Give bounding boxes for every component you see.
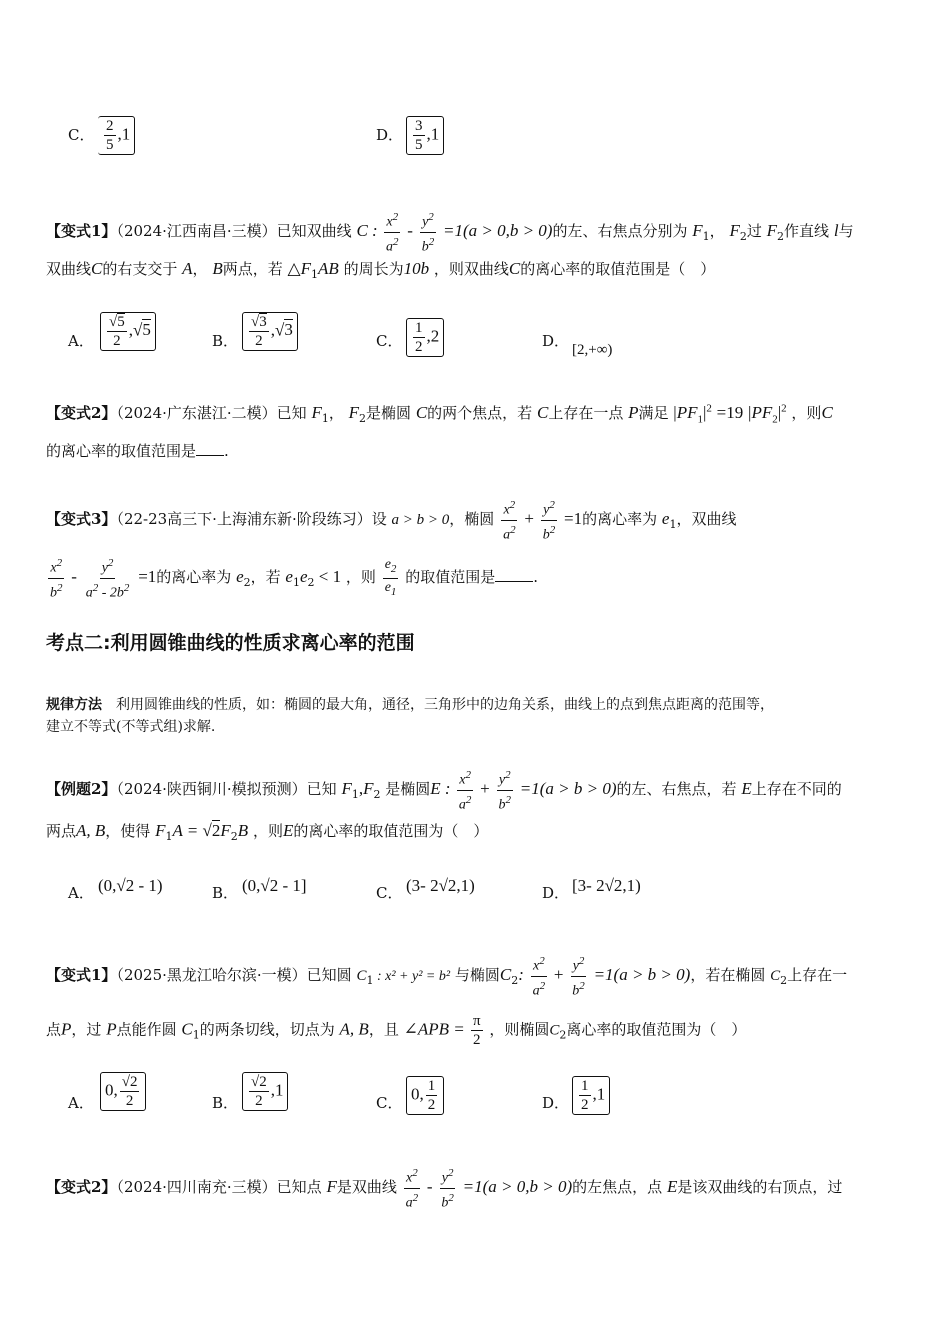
v1-option-d-label: D． xyxy=(542,332,570,350)
option-c-value: $\frac{2}{5}$ ,1 xyxy=(98,116,135,155)
v1-option-c-value: $\frac{1}{2}$ ,2 xyxy=(406,318,444,357)
option-d-label: D． xyxy=(376,126,404,144)
ex2-option-b-label: B． xyxy=(212,884,239,902)
answer-blank[interactable] xyxy=(495,567,533,582)
rule-line1: 规律方法 利用圆锥曲线的性质，如：椭圆的最大角，通径，三角形中的边角关系，曲线上的点到焦点距离的范围等， xyxy=(46,697,774,713)
variant4-line1: 【变式1】（2025·黑龙江哈尔滨·一模）已知圆 $C_1$ : x² + y² = b² 与椭圆$C_2$: $\frac{x^2}{a^2}$ + $\frac{y^2}{b^2}$ =1(a > b > 0)，若在椭圆 $C_2$上存在一 xyxy=(46,952,847,1000)
section-title: 考点二:利用圆锥曲线的性质求离心率的范围 xyxy=(46,632,415,654)
v1-option-c-label: C． xyxy=(376,332,403,350)
v1-option-b-label: B． xyxy=(212,332,239,350)
v4-option-d-label: D． xyxy=(542,1094,570,1112)
rule-line2: 建立不等式(不等式组)求解. xyxy=(46,719,216,735)
variant3-line1: 【变式3】（22-23高三下·上海浦东新·阶段练习）设 a > b > 0，椭圆 $\frac{x^2}{a^2}$ + $\frac{y^2}{b^2}$ =1的离心率为 $e_1$，双曲线 xyxy=(46,496,736,544)
example2-line2: 两点A, B，使得 $F_1A = √2F_2B$ ，则E的离心率的取值范围为（ ） xyxy=(46,821,489,843)
example2-line1: 【例题2】（2024·陕西铜川·模拟预测）已知 $F_1,F_2$ 是椭圆E : $\frac{x^2}{a^2}$ + $\frac{y^2}{b^2}$ =1(a > b > 0)的左、右焦点，若 E上存在不同的 xyxy=(46,766,842,814)
ex2-option-a-value: (0,√2 - 1) xyxy=(98,876,163,895)
v4-option-b-value: $\frac{√2}{2}$ ,1 xyxy=(242,1072,288,1111)
option-c-label: C． xyxy=(68,126,95,144)
answer-blank[interactable] xyxy=(196,441,224,456)
ex2-option-d-label: D． xyxy=(542,884,570,902)
variant3-line2: $\frac{x^2}{b^2}$ - $\frac{y^2}{a^2 - 2b^2}$ =1的离心率为 $e_2$，若 $e_1e_2 < 1$ ，则 $\frac{e_2}{e_1}$ 的取值范围是 . xyxy=(46,554,538,602)
ex2-option-a-label: A． xyxy=(68,884,94,902)
v1-option-a-label: A． xyxy=(68,332,94,350)
ex2-option-c-label: C． xyxy=(376,884,403,902)
variant2-line2: 的离心率的取值范围是 . xyxy=(46,442,229,460)
variant1-line2: 双曲线C的右支交于 A， B两点，若 $\triangle F_1AB$ 的周长为10b ，则双曲线C的离心率的取值范围是（ ） xyxy=(46,259,716,281)
v4-option-d-value: $\frac{1}{2}$ ,1 xyxy=(572,1076,610,1115)
v4-option-c-value: 0, $\frac{1}{2}$ xyxy=(406,1076,444,1115)
ex2-option-b-value: (0,√2 - 1] xyxy=(242,876,307,895)
variant2-line1: 【变式2】（2024·广东湛江·二模）已知 $F_1$， $F_2$是椭圆 C的两个焦点，若 C上存在一点 P满足 $|PF_1|^2 =19$ $|PF_2|^2$ ，则C xyxy=(46,402,833,426)
v1-option-b-value: $\frac{√3}{2}$ ,√3 xyxy=(242,312,298,351)
ex2-option-d-value: [3- 2√2,1) xyxy=(572,876,641,895)
variant4-line2: 点P，过 P点能作圆 $C_1$的两条切线，切点为 A, B，且 ∠APB = $\frac{\pi}{2}$ ，则椭圆$C_2$离心率的取值范围为（ ） xyxy=(46,1013,747,1048)
v4-option-a-value: 0, $\frac{√2}{2}$ xyxy=(100,1072,146,1111)
variant5-line1: 【变式2】（2024·四川南充·三模）已知点 F是双曲线 $\frac{x^2}{a^2}$ - $\frac{y^2}{b^2}$ =1(a > 0,b > 0)的左焦点，点 E是该双曲线的右顶点，过 xyxy=(46,1164,842,1212)
v1-option-d-value: [2,+∞) xyxy=(572,342,613,358)
v4-option-c-label: C． xyxy=(376,1094,403,1112)
variant1-line1: 【变式1】（2024·江西南昌·三模）已知双曲线 C : $\frac{x^2}{a^2}$ - $\frac{y^2}{b^2}$ =1(a > 0,b > 0)的左、右焦点分别为 $F_1$， $F_2$过 $F_2$作直线 l与 xyxy=(46,208,854,256)
v4-option-b-label: B． xyxy=(212,1094,239,1112)
v4-option-a-label: A． xyxy=(68,1094,94,1112)
ex2-option-c-value: (3- 2√2,1) xyxy=(406,876,475,895)
option-d-value: $\frac{3}{5}$ ,1 xyxy=(406,116,444,155)
v1-option-a-value: $\frac{√5}{2}$ ,√5 xyxy=(100,312,156,351)
